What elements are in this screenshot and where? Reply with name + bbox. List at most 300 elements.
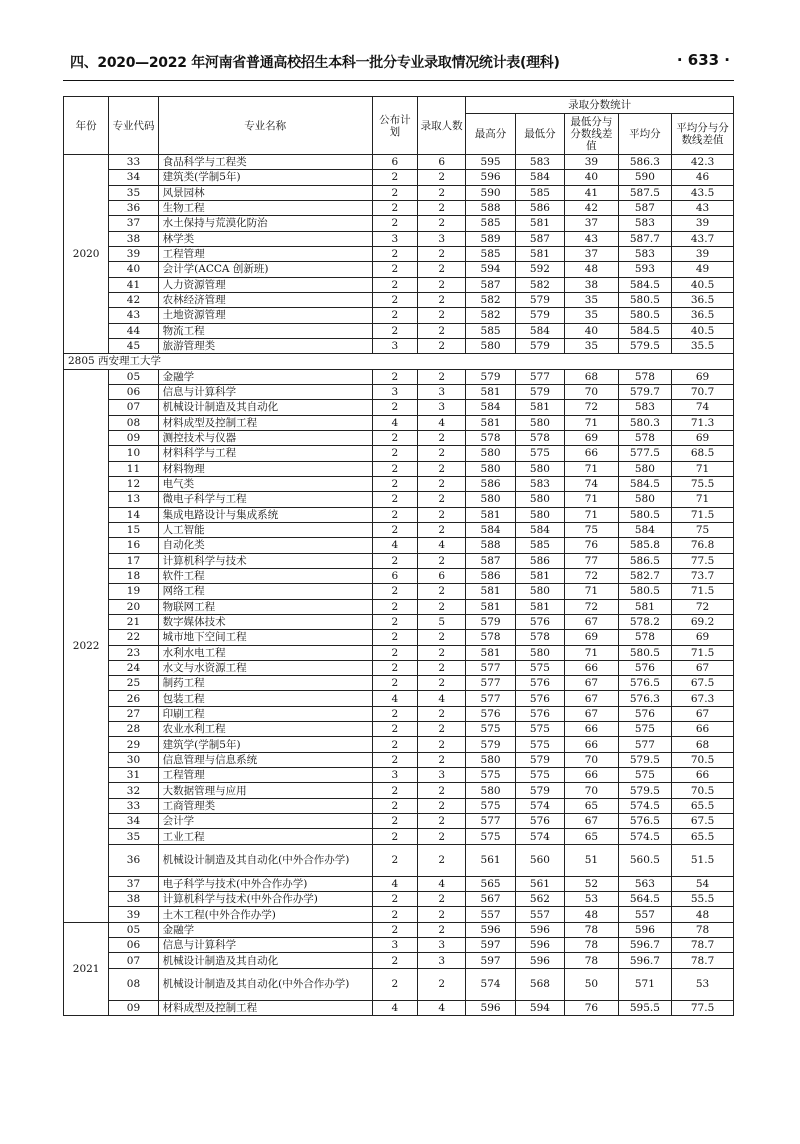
admitted-cell: 2	[418, 369, 466, 384]
code-cell: 22	[109, 630, 158, 645]
min-cell: 575	[515, 722, 564, 737]
min-cell: 560	[515, 844, 564, 876]
major-cell: 数字媒体技术	[158, 614, 372, 629]
min-cell: 581	[515, 599, 564, 614]
min-cell: 592	[515, 262, 564, 277]
table-row	[64, 968, 734, 1000]
major-cell: 建筑学(学制5年)	[158, 737, 372, 752]
plan-cell: 2	[372, 430, 417, 445]
max-cell: 597	[466, 953, 515, 968]
admitted-cell: 2	[418, 262, 466, 277]
avg-diff-cell: 78.7	[672, 938, 734, 953]
avg-diff-cell: 71	[672, 492, 734, 507]
table-row	[64, 292, 734, 307]
min-diff-cell: 72	[565, 568, 619, 583]
major-cell: 土木工程(中外合作办学)	[158, 907, 372, 922]
code-cell: 27	[109, 706, 158, 721]
avg-diff-cell: 49	[672, 262, 734, 277]
admitted-cell: 6	[418, 155, 466, 170]
avg-diff-cell: 65.5	[672, 798, 734, 813]
avg-cell: 575	[618, 768, 672, 783]
max-cell: 594	[466, 262, 515, 277]
min-cell: 574	[515, 798, 564, 813]
year-cell: 2020	[64, 155, 109, 354]
col-avg-diff-header: 平均分与分数线差值	[672, 114, 734, 155]
code-cell: 14	[109, 507, 158, 522]
plan-cell: 2	[372, 907, 417, 922]
code-cell: 31	[109, 768, 158, 783]
admitted-cell: 2	[418, 170, 466, 185]
max-cell: 581	[466, 645, 515, 660]
table-row	[64, 614, 734, 629]
major-cell: 电子科学与技术(中外合作办学)	[158, 876, 372, 891]
code-cell: 19	[109, 584, 158, 599]
code-cell: 25	[109, 676, 158, 691]
min-diff-cell: 77	[565, 553, 619, 568]
avg-cell: 580	[618, 461, 672, 476]
admitted-cell: 2	[418, 829, 466, 844]
admitted-cell: 2	[418, 246, 466, 261]
score-stats-group-header: 录取分数统计	[466, 97, 734, 114]
avg-cell: 587	[618, 200, 672, 215]
code-cell: 07	[109, 953, 158, 968]
max-cell: 578	[466, 430, 515, 445]
min-cell: 586	[515, 200, 564, 215]
avg-diff-cell: 74	[672, 400, 734, 415]
max-cell: 581	[466, 584, 515, 599]
plan-cell: 2	[372, 968, 417, 1000]
avg-diff-cell: 78	[672, 922, 734, 937]
avg-diff-cell: 67	[672, 660, 734, 675]
plan-cell: 6	[372, 155, 417, 170]
admitted-cell: 2	[418, 783, 466, 798]
max-cell: 588	[466, 200, 515, 215]
major-cell: 信息与计算科学	[158, 938, 372, 953]
plan-cell: 2	[372, 844, 417, 876]
plan-cell: 3	[372, 231, 417, 246]
table-row	[64, 323, 734, 338]
major-cell: 大数据管理与应用	[158, 783, 372, 798]
table-row	[64, 737, 734, 752]
table-row	[64, 277, 734, 292]
min-cell: 576	[515, 706, 564, 721]
avg-cell: 587.7	[618, 231, 672, 246]
table-row	[64, 308, 734, 323]
code-cell: 18	[109, 568, 158, 583]
avg-cell: 571	[618, 968, 672, 1000]
code-cell: 05	[109, 922, 158, 937]
min-diff-cell: 50	[565, 968, 619, 1000]
major-cell: 工商管理类	[158, 798, 372, 813]
university-name: 2805 西安理工大学	[64, 354, 734, 369]
admitted-cell: 2	[418, 185, 466, 200]
min-diff-cell: 72	[565, 599, 619, 614]
plan-cell: 2	[372, 737, 417, 752]
code-cell: 06	[109, 938, 158, 953]
min-diff-cell: 67	[565, 706, 619, 721]
avg-cell: 580.3	[618, 415, 672, 430]
code-cell: 36	[109, 844, 158, 876]
code-cell: 32	[109, 783, 158, 798]
min-diff-cell: 48	[565, 262, 619, 277]
admitted-cell: 5	[418, 614, 466, 629]
table-row	[64, 722, 734, 737]
min-cell: 596	[515, 953, 564, 968]
plan-cell: 4	[372, 876, 417, 891]
avg-diff-cell: 36.5	[672, 292, 734, 307]
min-cell: 586	[515, 553, 564, 568]
min-diff-cell: 41	[565, 185, 619, 200]
code-cell: 08	[109, 415, 158, 430]
max-cell: 575	[466, 768, 515, 783]
min-diff-cell: 78	[565, 938, 619, 953]
admitted-cell: 2	[418, 323, 466, 338]
avg-cell: 579.5	[618, 783, 672, 798]
avg-cell: 576.5	[618, 814, 672, 829]
plan-cell: 2	[372, 170, 417, 185]
code-cell: 36	[109, 200, 158, 215]
avg-cell: 584.5	[618, 476, 672, 491]
avg-diff-cell: 66	[672, 722, 734, 737]
plan-cell: 2	[372, 584, 417, 599]
avg-cell: 579.5	[618, 338, 672, 353]
min-diff-cell: 42	[565, 200, 619, 215]
min-cell: 575	[515, 768, 564, 783]
code-cell: 15	[109, 522, 158, 537]
table-row	[64, 660, 734, 675]
table-row	[64, 907, 734, 922]
min-diff-cell: 35	[565, 292, 619, 307]
major-cell: 金融学	[158, 922, 372, 937]
table-row	[64, 522, 734, 537]
avg-diff-cell: 53	[672, 968, 734, 1000]
plan-cell: 2	[372, 262, 417, 277]
major-cell: 工业工程	[158, 829, 372, 844]
avg-cell: 581	[618, 599, 672, 614]
major-cell: 旅游管理类	[158, 338, 372, 353]
min-diff-cell: 71	[565, 415, 619, 430]
avg-cell: 560.5	[618, 844, 672, 876]
min-diff-cell: 66	[565, 737, 619, 752]
max-cell: 580	[466, 783, 515, 798]
max-cell: 590	[466, 185, 515, 200]
plan-cell: 3	[372, 338, 417, 353]
table-row	[64, 155, 734, 170]
min-diff-cell: 71	[565, 461, 619, 476]
major-cell: 集成电路设计与集成系统	[158, 507, 372, 522]
avg-diff-cell: 67	[672, 706, 734, 721]
min-cell: 576	[515, 814, 564, 829]
avg-diff-cell: 40.5	[672, 323, 734, 338]
col-code-header: 专业代码	[109, 97, 158, 155]
avg-diff-cell: 69	[672, 430, 734, 445]
major-cell: 材料成型及控制工程	[158, 1000, 372, 1015]
admitted-cell: 2	[418, 752, 466, 767]
min-cell: 561	[515, 876, 564, 891]
max-cell: 574	[466, 968, 515, 1000]
max-cell: 565	[466, 876, 515, 891]
admitted-cell: 2	[418, 968, 466, 1000]
table-body	[64, 155, 734, 1016]
min-cell: 583	[515, 476, 564, 491]
avg-cell: 564.5	[618, 892, 672, 907]
max-cell: 580	[466, 338, 515, 353]
plan-cell: 2	[372, 246, 417, 261]
table-row	[64, 768, 734, 783]
plan-cell: 2	[372, 446, 417, 461]
avg-cell: 596.7	[618, 953, 672, 968]
table-row	[64, 384, 734, 399]
table-row	[64, 876, 734, 891]
max-cell: 577	[466, 814, 515, 829]
min-cell: 596	[515, 922, 564, 937]
admitted-cell: 2	[418, 630, 466, 645]
code-cell: 37	[109, 876, 158, 891]
code-cell: 05	[109, 369, 158, 384]
avg-diff-cell: 77.5	[672, 553, 734, 568]
avg-diff-cell: 46	[672, 170, 734, 185]
max-cell: 596	[466, 170, 515, 185]
admitted-cell: 2	[418, 798, 466, 813]
avg-diff-cell: 67.5	[672, 676, 734, 691]
code-cell: 39	[109, 907, 158, 922]
avg-cell: 582.7	[618, 568, 672, 583]
min-cell: 581	[515, 568, 564, 583]
max-cell: 582	[466, 308, 515, 323]
major-cell: 会计学(ACCA 创新班)	[158, 262, 372, 277]
avg-cell: 580.5	[618, 645, 672, 660]
min-diff-cell: 70	[565, 783, 619, 798]
col-admitted-header: 录取人数	[418, 97, 466, 155]
plan-cell: 2	[372, 200, 417, 215]
admitted-cell: 3	[418, 768, 466, 783]
max-cell: 586	[466, 476, 515, 491]
table-row	[64, 783, 734, 798]
plan-cell: 2	[372, 461, 417, 476]
plan-cell: 2	[372, 645, 417, 660]
admitted-cell: 2	[418, 461, 466, 476]
major-cell: 人工智能	[158, 522, 372, 537]
admitted-cell: 2	[418, 844, 466, 876]
min-cell: 579	[515, 783, 564, 798]
major-cell: 材料成型及控制工程	[158, 415, 372, 430]
avg-cell: 576.3	[618, 691, 672, 706]
admitted-cell: 2	[418, 706, 466, 721]
plan-cell: 2	[372, 630, 417, 645]
table-row	[64, 752, 734, 767]
min-diff-cell: 67	[565, 614, 619, 629]
avg-cell: 583	[618, 246, 672, 261]
admitted-cell: 2	[418, 430, 466, 445]
plan-cell: 2	[372, 829, 417, 844]
major-cell: 农林经济管理	[158, 292, 372, 307]
major-cell: 软件工程	[158, 568, 372, 583]
avg-diff-cell: 43	[672, 200, 734, 215]
min-cell: 587	[515, 231, 564, 246]
avg-diff-cell: 68.5	[672, 446, 734, 461]
code-cell: 30	[109, 752, 158, 767]
code-cell: 35	[109, 829, 158, 844]
max-cell: 584	[466, 522, 515, 537]
plan-cell: 2	[372, 553, 417, 568]
code-cell: 26	[109, 691, 158, 706]
min-diff-cell: 37	[565, 216, 619, 231]
col-major-header: 专业名称	[158, 97, 372, 155]
table-row	[64, 568, 734, 583]
table-row	[64, 798, 734, 813]
avg-cell: 574.5	[618, 798, 672, 813]
table-row	[64, 507, 734, 522]
avg-cell: 576.5	[618, 676, 672, 691]
min-diff-cell: 39	[565, 155, 619, 170]
major-cell: 人力资源管理	[158, 277, 372, 292]
min-cell: 578	[515, 630, 564, 645]
table-row	[64, 645, 734, 660]
plan-cell: 2	[372, 660, 417, 675]
major-cell: 机械设计制造及其自动化	[158, 953, 372, 968]
max-cell: 596	[466, 1000, 515, 1015]
col-min-diff-header: 最低分与分数线差值	[565, 114, 619, 155]
min-diff-cell: 37	[565, 246, 619, 261]
min-cell: 584	[515, 522, 564, 537]
major-cell: 工程管理	[158, 768, 372, 783]
min-cell: 596	[515, 938, 564, 953]
table-row	[64, 584, 734, 599]
code-cell: 40	[109, 262, 158, 277]
min-diff-cell: 78	[565, 953, 619, 968]
min-cell: 575	[515, 660, 564, 675]
avg-diff-cell: 71.5	[672, 584, 734, 599]
table-row	[64, 246, 734, 261]
admitted-cell: 3	[418, 938, 466, 953]
min-cell: 576	[515, 614, 564, 629]
table-row	[64, 262, 734, 277]
admitted-cell: 2	[418, 892, 466, 907]
table-row	[64, 922, 734, 937]
min-diff-cell: 70	[565, 752, 619, 767]
avg-diff-cell: 77.5	[672, 1000, 734, 1015]
major-cell: 信息与计算科学	[158, 384, 372, 399]
min-diff-cell: 65	[565, 798, 619, 813]
min-cell: 581	[515, 400, 564, 415]
avg-cell: 595.5	[618, 1000, 672, 1015]
plan-cell: 2	[372, 599, 417, 614]
table-row	[64, 461, 734, 476]
table-row	[64, 430, 734, 445]
admitted-cell: 2	[418, 216, 466, 231]
min-cell: 579	[515, 338, 564, 353]
min-cell: 576	[515, 691, 564, 706]
code-cell: 35	[109, 185, 158, 200]
plan-cell: 2	[372, 492, 417, 507]
code-cell: 12	[109, 476, 158, 491]
avg-diff-cell: 71.5	[672, 645, 734, 660]
min-cell: 580	[515, 645, 564, 660]
min-cell: 574	[515, 829, 564, 844]
min-diff-cell: 40	[565, 170, 619, 185]
plan-cell: 2	[372, 814, 417, 829]
major-cell: 自动化类	[158, 538, 372, 553]
avg-diff-cell: 67.5	[672, 814, 734, 829]
major-cell: 材料物理	[158, 461, 372, 476]
plan-cell: 4	[372, 1000, 417, 1015]
avg-cell: 580.5	[618, 584, 672, 599]
min-diff-cell: 53	[565, 892, 619, 907]
avg-cell: 577.5	[618, 446, 672, 461]
max-cell: 567	[466, 892, 515, 907]
admitted-cell: 2	[418, 308, 466, 323]
avg-cell: 580.5	[618, 292, 672, 307]
plan-cell: 2	[372, 323, 417, 338]
max-cell: 584	[466, 400, 515, 415]
major-cell: 物流工程	[158, 323, 372, 338]
min-diff-cell: 66	[565, 446, 619, 461]
avg-diff-cell: 71.5	[672, 507, 734, 522]
min-cell: 580	[515, 584, 564, 599]
avg-cell: 583	[618, 216, 672, 231]
max-cell: 587	[466, 277, 515, 292]
avg-cell: 590	[618, 170, 672, 185]
table-row	[64, 216, 734, 231]
plan-cell: 3	[372, 768, 417, 783]
max-cell: 596	[466, 922, 515, 937]
major-cell: 计算机科学与技术(中外合作办学)	[158, 892, 372, 907]
min-cell: 579	[515, 292, 564, 307]
code-cell: 06	[109, 384, 158, 399]
avg-diff-cell: 69	[672, 369, 734, 384]
avg-cell: 578.2	[618, 614, 672, 629]
table-row	[64, 170, 734, 185]
table-row	[64, 829, 734, 844]
plan-cell: 2	[372, 292, 417, 307]
col-avg-header: 平均分	[618, 114, 672, 155]
plan-cell: 2	[372, 522, 417, 537]
avg-cell: 576	[618, 660, 672, 675]
avg-diff-cell: 39	[672, 216, 734, 231]
max-cell: 581	[466, 384, 515, 399]
min-diff-cell: 35	[565, 308, 619, 323]
plan-cell: 2	[372, 185, 417, 200]
plan-cell: 2	[372, 706, 417, 721]
admitted-cell: 2	[418, 446, 466, 461]
admitted-cell: 3	[418, 384, 466, 399]
table-row	[64, 706, 734, 721]
min-diff-cell: 69	[565, 430, 619, 445]
code-cell: 45	[109, 338, 158, 353]
avg-diff-cell: 43.7	[672, 231, 734, 246]
code-cell: 38	[109, 892, 158, 907]
min-cell: 578	[515, 430, 564, 445]
plan-cell: 2	[372, 400, 417, 415]
avg-cell: 580.5	[618, 507, 672, 522]
year-cell: 2021	[64, 922, 109, 1015]
avg-diff-cell: 66	[672, 768, 734, 783]
major-cell: 水土保持与荒漠化防治	[158, 216, 372, 231]
avg-diff-cell: 36.5	[672, 308, 734, 323]
max-cell: 575	[466, 798, 515, 813]
major-cell: 水利水电工程	[158, 645, 372, 660]
major-cell: 计算机科学与技术	[158, 553, 372, 568]
admitted-cell: 2	[418, 292, 466, 307]
min-diff-cell: 68	[565, 369, 619, 384]
avg-cell: 580	[618, 492, 672, 507]
min-cell: 581	[515, 216, 564, 231]
avg-cell: 577	[618, 737, 672, 752]
min-diff-cell: 66	[565, 768, 619, 783]
admitted-cell: 3	[418, 231, 466, 246]
admitted-cell: 2	[418, 553, 466, 568]
min-cell: 575	[515, 446, 564, 461]
